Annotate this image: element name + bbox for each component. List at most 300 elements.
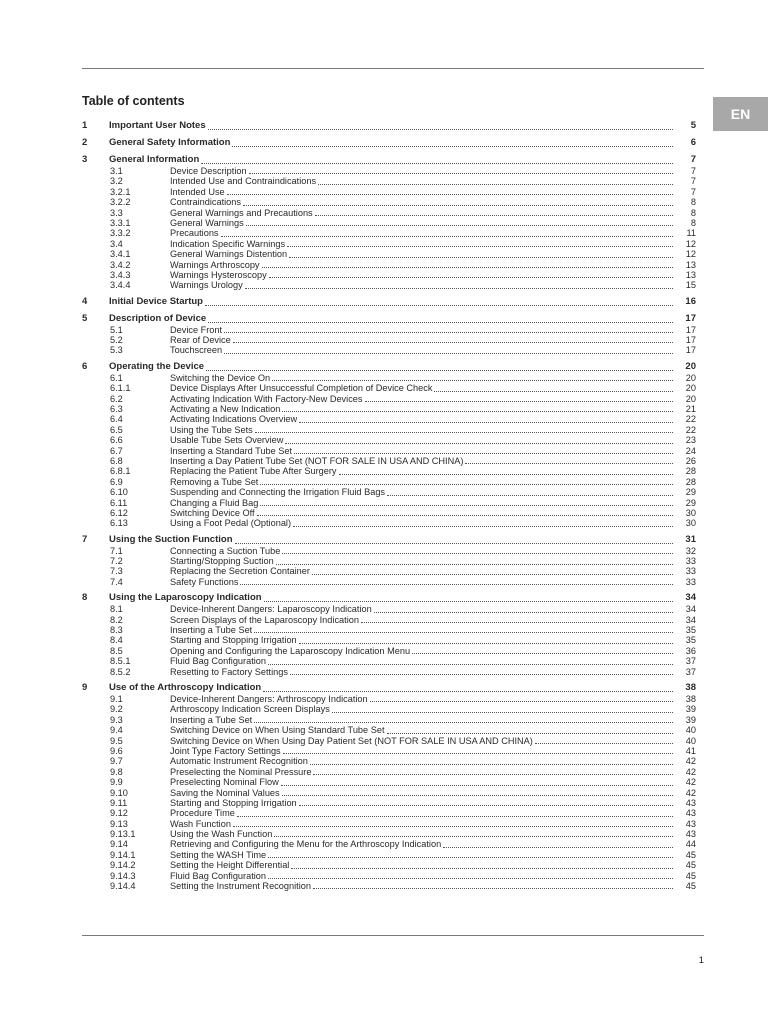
toc-page-number: 29 <box>685 487 696 498</box>
toc-title: Inserting a Tube Set <box>170 625 253 636</box>
toc-number: 3.4.1 <box>110 249 131 260</box>
toc-number: 6.9 <box>110 476 123 487</box>
toc-title: Starting and Stopping Irrigation <box>170 797 297 808</box>
toc-number: 6.6 <box>110 435 123 446</box>
toc-page-number: 33 <box>685 566 696 577</box>
toc-entry[interactable] <box>82 767 696 777</box>
toc-title: Switching Device on When Using Day Patient Set (NOT FOR SALE IN USA AND CHINA) <box>170 735 533 746</box>
toc-number: 9.12 <box>110 808 128 819</box>
page-number: 1 <box>698 955 704 966</box>
toc-page-number: 23 <box>685 435 696 446</box>
toc-page-number: 12 <box>685 249 696 260</box>
toc-entry[interactable] <box>82 208 696 218</box>
toc-number: 8 <box>82 592 88 604</box>
toc-entry[interactable] <box>82 345 696 355</box>
toc-entry[interactable] <box>82 166 696 176</box>
toc-page-number: 13 <box>685 269 696 280</box>
toc-entry[interactable] <box>82 881 696 891</box>
toc-number: 9.14.1 <box>110 849 136 860</box>
toc-number: 7.3 <box>110 566 123 577</box>
toc-title: Automatic Instrument Recognition <box>170 756 308 767</box>
toc-number: 3 <box>82 154 88 165</box>
dot-leader <box>276 564 673 565</box>
toc-title: Rear of Device <box>170 335 231 346</box>
toc-title: Device Front <box>170 324 223 335</box>
toc-entry[interactable] <box>82 197 696 207</box>
toc-number: 6.5 <box>110 424 123 435</box>
toc-chapter[interactable] <box>82 360 696 373</box>
toc-page-number: 34 <box>685 604 696 615</box>
toc-entry[interactable] <box>82 625 696 635</box>
toc-entry[interactable] <box>82 725 696 735</box>
dot-leader <box>268 878 673 879</box>
top-rule <box>82 68 704 69</box>
toc-number: 5.1 <box>110 324 123 335</box>
dot-leader <box>263 691 673 692</box>
toc-title: Suspending and Connecting the Irrigation Fluid Bags <box>170 487 386 498</box>
toc-title: Activating Indications Overview <box>170 414 298 425</box>
toc-page-number: 41 <box>685 745 696 756</box>
toc-title: Setting the Instrument Recognition <box>170 881 311 892</box>
toc-title: Usable Tube Sets Overview <box>170 435 284 446</box>
toc-number: 9.6 <box>110 745 123 756</box>
toc-entry[interactable] <box>82 456 696 466</box>
toc-page-number: 28 <box>685 466 696 477</box>
toc-entry[interactable] <box>82 187 696 197</box>
dot-leader <box>201 163 673 164</box>
toc-title: Joint Type Factory Settings <box>170 745 281 756</box>
toc-page-number: 42 <box>685 777 696 788</box>
toc-chapter[interactable] <box>82 591 696 604</box>
toc-title: General Information <box>109 154 200 165</box>
toc-number: 3.4.2 <box>110 259 131 270</box>
toc-number: 9.10 <box>110 787 128 798</box>
toc-entry[interactable] <box>82 788 696 798</box>
toc-entry[interactable] <box>82 667 696 677</box>
dot-leader <box>465 463 673 464</box>
toc-page-number: 39 <box>685 704 696 715</box>
toc-number: 5.2 <box>110 335 123 346</box>
dot-leader <box>315 215 673 216</box>
dot-leader <box>443 847 673 848</box>
toc-number: 3.3.1 <box>110 217 131 228</box>
toc-title: Connecting a Suction Tube <box>170 545 281 556</box>
toc-number: 6.4 <box>110 414 123 425</box>
toc-title: General Warnings Distention <box>170 249 288 260</box>
toc-number: 9 <box>82 682 88 694</box>
toc-title: Device-Inherent Dangers: Laparoscopy Indication <box>170 604 372 615</box>
toc-number: 7.1 <box>110 545 123 556</box>
toc-number: 7 <box>82 533 88 545</box>
toc-title: Procedure Time <box>170 808 235 819</box>
toc-chapter[interactable] <box>82 119 696 132</box>
toc-page-number: 7 <box>690 165 696 176</box>
toc-entry[interactable] <box>82 218 696 228</box>
toc-title: Starting/Stopping Suction <box>170 556 274 567</box>
toc-number: 6.10 <box>110 487 128 498</box>
toc-entry[interactable] <box>82 373 696 383</box>
toc-page-number: 13 <box>685 259 696 270</box>
table-of-contents <box>82 119 696 891</box>
toc-title: Preselecting the Nominal Pressure <box>170 766 312 777</box>
dot-leader <box>235 543 674 544</box>
toc-page-number: 39 <box>685 714 696 725</box>
toc-title: Device Description <box>170 165 247 176</box>
toc-number: 9.4 <box>110 725 123 736</box>
toc-page-number: 40 <box>685 735 696 746</box>
toc-page-number: 17 <box>685 324 696 335</box>
toc-page-number: 42 <box>685 756 696 767</box>
dot-leader <box>208 129 673 130</box>
toc-title: Using a Foot Pedal (Optional) <box>170 518 292 529</box>
toc-number: 3.4.4 <box>110 280 131 291</box>
dot-leader <box>243 205 673 206</box>
dot-leader <box>287 246 673 247</box>
toc-title: Activating a New Indication <box>170 404 281 415</box>
toc-chapter[interactable] <box>82 681 696 694</box>
toc-number: 9.14.2 <box>110 860 136 871</box>
dot-leader <box>224 353 673 354</box>
toc-entry[interactable] <box>82 477 696 487</box>
toc-number: 6.13 <box>110 518 128 529</box>
toc-number: 8.5.1 <box>110 656 131 667</box>
toc-title: Inserting a Tube Set <box>170 714 253 725</box>
toc-entry[interactable] <box>82 404 696 414</box>
toc-entry[interactable] <box>82 435 696 445</box>
toc-entry[interactable] <box>82 736 696 746</box>
toc-title: Touchscreen <box>170 345 223 356</box>
toc-title: Using the Wash Function <box>170 829 273 840</box>
toc-chapter[interactable] <box>82 312 696 325</box>
dot-leader <box>285 443 673 444</box>
dot-leader <box>332 712 673 713</box>
toc-number: 5 <box>82 312 88 324</box>
dot-leader <box>268 857 673 858</box>
toc-title: Using the Tube Sets <box>170 424 253 435</box>
dot-leader <box>254 722 673 723</box>
toc-title: Screen Displays of the Laparoscopy Indication <box>170 614 359 625</box>
toc-number: 9.1 <box>110 694 123 704</box>
toc-page-number: 45 <box>685 849 696 860</box>
toc-page-number: 43 <box>685 797 696 808</box>
toc-number: 6.3 <box>110 404 123 415</box>
toc-entry[interactable] <box>82 518 696 528</box>
dot-leader <box>370 701 673 702</box>
toc-number: 9.14.4 <box>110 881 136 892</box>
toc-entry[interactable] <box>82 556 696 566</box>
toc-entry[interactable] <box>82 746 696 756</box>
toc-page-number: 31 <box>685 533 696 545</box>
dot-leader <box>291 868 673 869</box>
toc-title: Changing a Fluid Bag <box>170 497 259 508</box>
toc-page-number: 11 <box>686 228 696 239</box>
toc-entry[interactable] <box>82 425 696 435</box>
toc-entry[interactable] <box>82 646 696 656</box>
toc-title: Resetting to Factory Settings <box>170 666 288 677</box>
toc-title: Device-Inherent Dangers: Arthroscopy Indication <box>170 694 368 704</box>
toc-page-number: 34 <box>685 592 696 604</box>
toc-page-number: 38 <box>685 694 696 704</box>
dot-leader <box>282 553 673 554</box>
toc-entry[interactable] <box>82 577 696 587</box>
dot-leader <box>299 422 673 423</box>
toc-entry[interactable] <box>82 850 696 860</box>
toc-entry[interactable] <box>82 383 696 393</box>
toc-entry[interactable] <box>82 487 696 497</box>
toc-page-number: 30 <box>685 518 696 529</box>
dot-leader <box>269 277 673 278</box>
dot-leader <box>365 401 674 402</box>
toc-title: Warnings Urology <box>170 280 243 291</box>
toc-number: 6.8 <box>110 455 123 466</box>
toc-page-number: 5 <box>690 120 696 131</box>
toc-page-number: 40 <box>685 725 696 736</box>
toc-entry[interactable] <box>82 715 696 725</box>
toc-entry[interactable] <box>82 239 696 249</box>
toc-entry[interactable] <box>82 860 696 870</box>
toc-entry[interactable] <box>82 777 696 787</box>
toc-entry[interactable] <box>82 615 696 625</box>
toc-number: 9.13 <box>110 818 128 829</box>
toc-number: 6.12 <box>110 507 128 518</box>
toc-entry[interactable] <box>82 798 696 808</box>
toc-entry[interactable] <box>82 280 696 290</box>
toc-page-number: 21 <box>685 404 696 415</box>
dot-leader <box>274 836 673 837</box>
toc-number: 4 <box>82 295 88 307</box>
toc-number: 9.3 <box>110 714 123 725</box>
dot-leader <box>245 288 673 289</box>
dot-leader <box>283 753 673 754</box>
toc-number: 7.4 <box>110 576 123 587</box>
dot-leader <box>412 653 673 654</box>
toc-page-number: 36 <box>685 645 696 656</box>
toc-entry[interactable] <box>82 829 696 839</box>
toc-title: Description of Device <box>109 312 207 324</box>
dot-leader <box>237 816 673 817</box>
toc-page-number: 43 <box>685 808 696 819</box>
dot-leader <box>282 411 673 412</box>
toc-title: General Warnings <box>170 217 244 228</box>
toc-page-number: 22 <box>685 424 696 435</box>
toc-page-number: 20 <box>685 393 696 404</box>
toc-entry[interactable] <box>82 270 696 280</box>
toc-entry[interactable] <box>82 871 696 881</box>
toc-number: 9.5 <box>110 735 123 746</box>
toc-entry[interactable] <box>82 567 696 577</box>
toc-page-number: 37 <box>685 666 696 677</box>
toc-title: Setting the Height Differential <box>170 860 290 871</box>
toc-title: Fluid Bag Configuration <box>170 870 267 881</box>
toc-number: 8.5 <box>110 645 123 656</box>
toc-number: 3.4 <box>110 238 123 249</box>
toc-title: Using the Suction Function <box>109 533 233 545</box>
toc-entry[interactable] <box>82 228 696 238</box>
toc-page-number: 20 <box>685 383 696 394</box>
dot-leader <box>221 236 673 237</box>
toc-page-number: 20 <box>685 360 696 372</box>
toc-number: 6 <box>82 360 88 372</box>
toc-title: General Safety Information <box>109 137 231 148</box>
toc-title: Indication Specific Warnings <box>170 238 286 249</box>
toc-page-number: 8 <box>690 197 696 208</box>
toc-title: Contraindications <box>170 197 241 208</box>
toc-page-number: 7 <box>690 154 696 165</box>
dot-leader <box>535 743 673 744</box>
toc-title: Switching the Device On <box>170 372 271 383</box>
toc-number: 6.1 <box>110 372 123 383</box>
dot-leader <box>208 322 673 323</box>
toc-page-number: 35 <box>685 635 696 646</box>
dot-leader <box>299 805 673 806</box>
toc-title: Replacing the Patient Tube After Surgery <box>170 466 337 477</box>
toc-entry[interactable] <box>82 808 696 818</box>
toc-title: Device Displays After Unsuccessful Completion of Device Check <box>170 383 433 394</box>
toc-title: Preselecting Nominal Flow <box>170 777 279 788</box>
toc-chapter[interactable] <box>82 136 696 149</box>
dot-leader <box>262 267 673 268</box>
toc-number: 6.2 <box>110 393 123 404</box>
dot-leader <box>233 342 673 343</box>
toc-number: 8.3 <box>110 625 123 636</box>
toc-title: Inserting a Day Patient Tube Set (NOT FOR SALE IN USA AND CHINA) <box>170 455 464 466</box>
dot-leader <box>387 495 673 496</box>
toc-page-number: 30 <box>685 507 696 518</box>
toc-number: 6.11 <box>110 497 128 508</box>
toc-number: 3.3 <box>110 207 123 218</box>
toc-page-number: 43 <box>685 829 696 840</box>
dot-leader <box>260 505 673 506</box>
dot-leader <box>293 526 673 527</box>
toc-title: Precautions <box>170 228 219 239</box>
dot-leader <box>299 643 673 644</box>
toc-chapter[interactable] <box>82 153 696 166</box>
toc-page-number: 34 <box>685 614 696 625</box>
toc-page-number: 43 <box>685 818 696 829</box>
toc-entry[interactable] <box>82 446 696 456</box>
toc-number: 6.1.1 <box>110 383 131 394</box>
toc-page-number: 29 <box>685 497 696 508</box>
toc-page-number: 32 <box>685 545 696 556</box>
toc-entry[interactable] <box>82 394 696 404</box>
toc-title: Setting the WASH Time <box>170 849 267 860</box>
toc-entry[interactable] <box>82 819 696 829</box>
dot-leader <box>281 785 673 786</box>
toc-title: Arthroscopy Indication Screen Displays <box>170 704 330 715</box>
toc-title: Opening and Configuring the Laparoscopy Indication Menu <box>170 645 411 656</box>
toc-entry[interactable] <box>82 704 696 714</box>
toc-entry[interactable] <box>82 694 696 704</box>
dot-leader <box>339 474 674 475</box>
toc-page-number: 15 <box>685 280 696 291</box>
toc-number: 9.9 <box>110 777 123 788</box>
toc-number: 8.1 <box>110 604 123 615</box>
dot-leader <box>312 574 673 575</box>
toc-entry[interactable] <box>82 656 696 666</box>
page-title: Table of contents <box>82 94 185 108</box>
dot-leader <box>224 332 673 333</box>
toc-page-number: 6 <box>690 137 696 148</box>
toc-entry[interactable] <box>82 604 696 614</box>
dot-leader <box>205 305 673 306</box>
dot-leader <box>313 774 673 775</box>
toc-page-number: 38 <box>685 682 696 694</box>
toc-title: Starting and Stopping Irrigation <box>170 635 297 646</box>
toc-number: 8.4 <box>110 635 123 646</box>
toc-page-number: 42 <box>685 787 696 798</box>
dot-leader <box>206 370 673 371</box>
toc-page-number: 7 <box>690 186 696 197</box>
toc-page-number: 42 <box>685 766 696 777</box>
toc-number: 6.7 <box>110 445 123 456</box>
toc-page-number: 28 <box>685 476 696 487</box>
toc-title: Warnings Arthroscopy <box>170 259 260 270</box>
dot-leader <box>260 484 673 485</box>
toc-number: 1 <box>82 120 88 131</box>
dot-leader <box>254 632 673 633</box>
toc-page-number: 12 <box>685 238 696 249</box>
dot-leader <box>387 733 674 734</box>
toc-entry[interactable] <box>82 756 696 766</box>
toc-page-number: 37 <box>685 656 696 667</box>
toc-title: Activating Indication With Factory-New Devices <box>170 393 363 404</box>
toc-page-number: 33 <box>685 556 696 567</box>
toc-chapter[interactable] <box>82 533 696 546</box>
toc-entry[interactable] <box>82 260 696 270</box>
toc-entry[interactable] <box>82 466 696 476</box>
toc-entry[interactable] <box>82 839 696 849</box>
toc-title: Inserting a Standard Tube Set <box>170 445 293 456</box>
language-tab: EN <box>713 97 768 131</box>
toc-page-number: 7 <box>690 176 696 187</box>
toc-entry[interactable] <box>82 414 696 424</box>
toc-title: Operating the Device <box>109 360 205 372</box>
dot-leader <box>374 612 673 613</box>
toc-number: 3.2.1 <box>110 186 131 197</box>
toc-entry[interactable] <box>82 335 696 345</box>
toc-number: 7.2 <box>110 556 123 567</box>
dot-leader <box>310 764 673 765</box>
toc-number: 3.2 <box>110 176 123 187</box>
toc-title: Initial Device Startup <box>109 295 203 307</box>
toc-page-number: 33 <box>685 576 696 587</box>
toc-entry[interactable] <box>82 325 696 335</box>
toc-entry[interactable] <box>82 546 696 556</box>
toc-number: 5.3 <box>110 345 123 356</box>
dot-leader <box>290 674 673 675</box>
toc-page-number: 45 <box>685 881 696 892</box>
toc-entry[interactable] <box>82 508 696 518</box>
toc-entry[interactable] <box>82 635 696 645</box>
dot-leader <box>227 194 673 195</box>
toc-number: 8.5.2 <box>110 666 131 677</box>
toc-number: 9.8 <box>110 766 123 777</box>
toc-title: Fluid Bag Configuration <box>170 656 267 667</box>
toc-number: 8.2 <box>110 614 123 625</box>
dot-leader <box>246 225 673 226</box>
dot-leader <box>434 391 673 392</box>
toc-entry[interactable] <box>82 498 696 508</box>
toc-entry[interactable] <box>82 249 696 259</box>
toc-entry[interactable] <box>82 176 696 186</box>
toc-page-number: 17 <box>685 335 696 346</box>
bottom-rule <box>82 935 704 936</box>
toc-title: Retrieving and Configuring the Menu for the Arthroscopy Indication <box>170 839 442 850</box>
toc-chapter[interactable] <box>82 295 696 308</box>
dot-leader <box>294 453 673 454</box>
toc-page-number: 24 <box>685 445 696 456</box>
toc-page-number: 8 <box>690 217 696 228</box>
